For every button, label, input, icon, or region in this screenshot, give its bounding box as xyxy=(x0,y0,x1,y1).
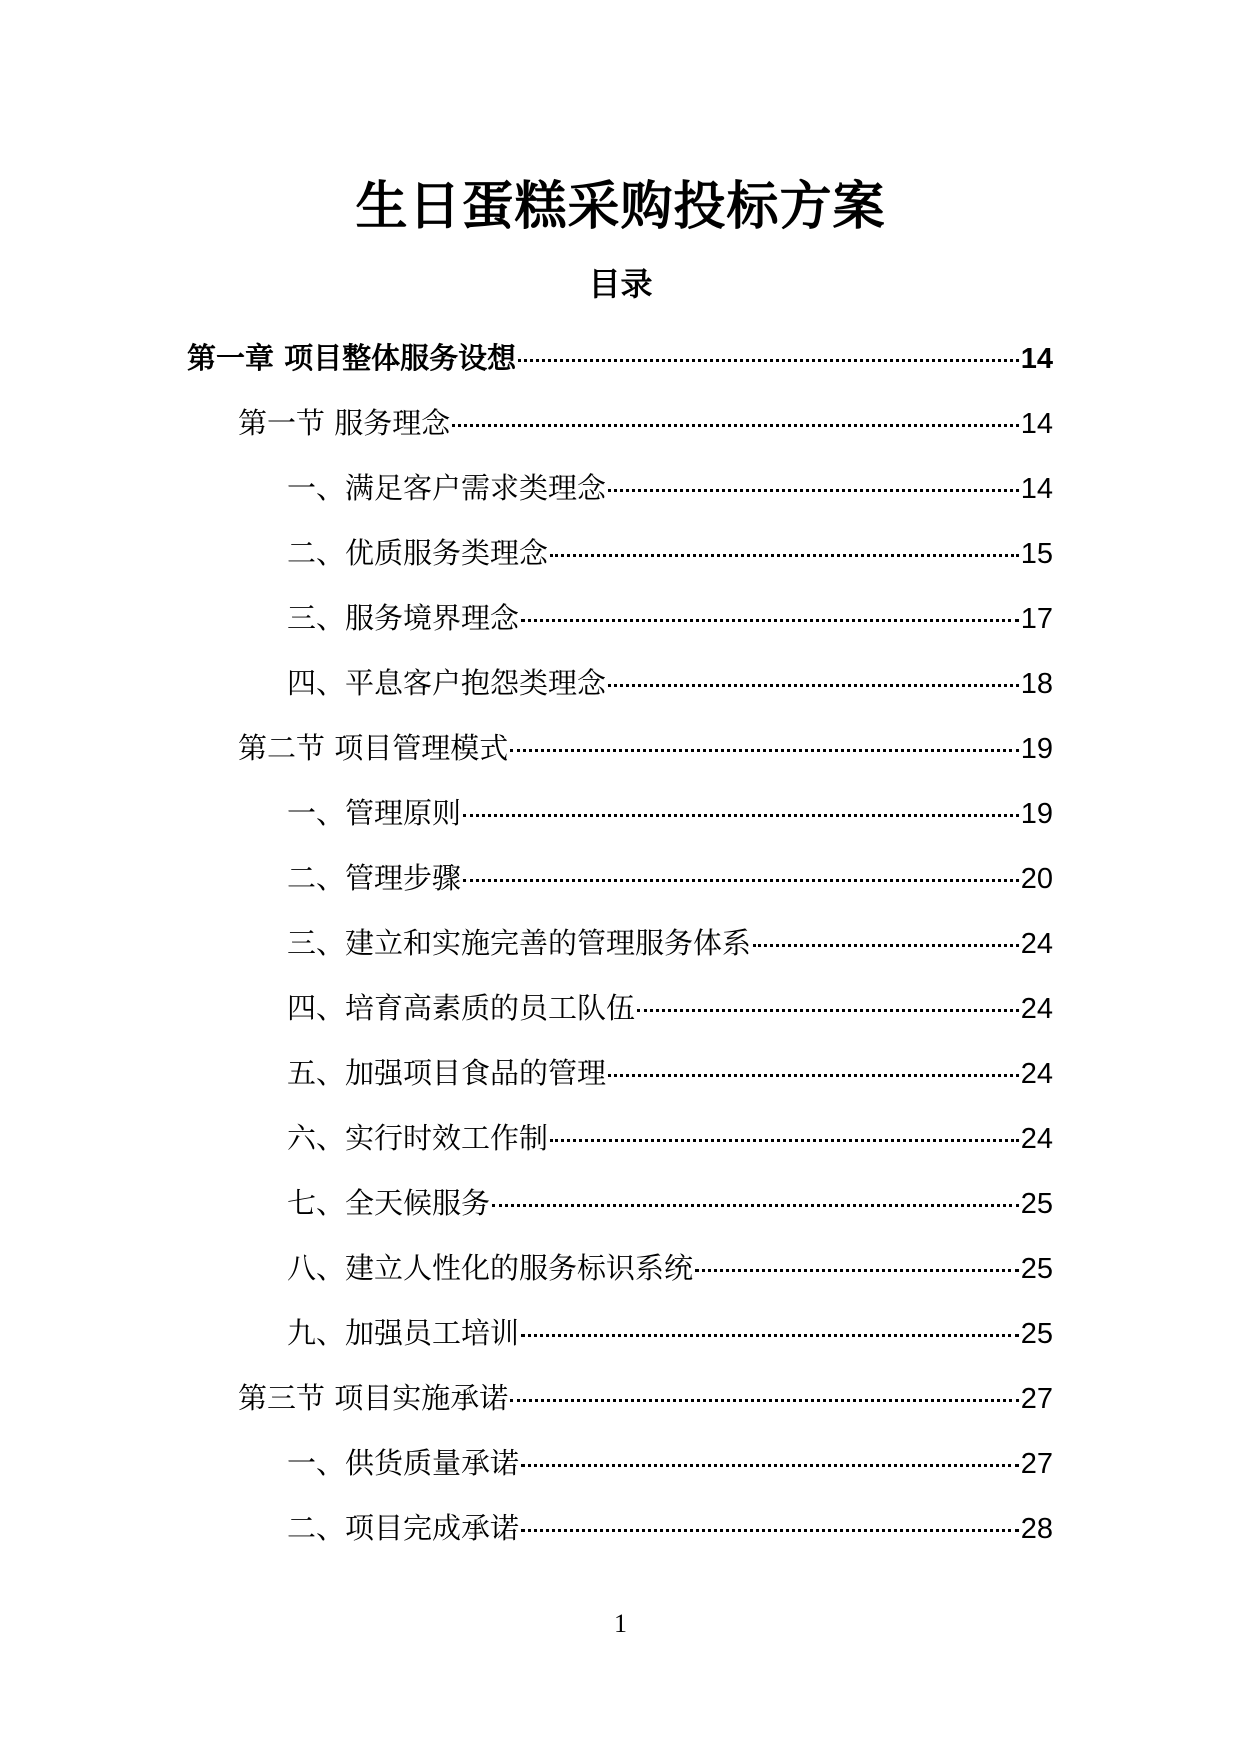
toc-entry-row xyxy=(287,858,1053,899)
toc-entry-title: 一、管理原则 xyxy=(287,796,462,830)
toc-entry-page: 14 xyxy=(1020,343,1053,375)
toc-entry-title: 二、管理步骤 xyxy=(287,861,462,895)
toc-dot-leader xyxy=(753,944,1019,947)
toc-entry-title: 二、项目完成承诺 xyxy=(287,1511,520,1545)
toc-dot-leader xyxy=(550,1139,1019,1142)
toc-entry-page: 27 xyxy=(1020,1383,1053,1415)
toc-subsection-entry[interactable] xyxy=(0,846,1241,911)
toc-entry-page: 19 xyxy=(1020,798,1053,830)
toc-entry-title: 一、供货质量承诺 xyxy=(287,1446,520,1480)
toc-entry-page: 18 xyxy=(1020,668,1053,700)
toc-entry-title: 五、加强项目食品的管理 xyxy=(287,1056,607,1090)
toc-chapter-entry[interactable] xyxy=(0,326,1241,391)
toc-entry-row xyxy=(287,1183,1053,1224)
toc-subsection-entry[interactable] xyxy=(0,1301,1241,1366)
toc-entry-row xyxy=(287,988,1053,1029)
toc-dot-leader xyxy=(521,1464,1019,1467)
toc-entry-title: 三、建立和实施完善的管理服务体系 xyxy=(287,926,752,960)
toc-subsection-entry[interactable] xyxy=(0,586,1241,651)
toc-subsection-entry[interactable] xyxy=(0,1171,1241,1236)
toc-subsection-entry[interactable] xyxy=(0,1236,1241,1301)
toc-entry-title: 第三节 项目实施承诺 xyxy=(238,1381,509,1415)
toc-entry-page: 24 xyxy=(1020,1123,1053,1155)
toc-dot-leader xyxy=(695,1269,1019,1272)
toc-entry-title: 第一章 项目整体服务设想 xyxy=(187,341,517,375)
toc-dot-leader xyxy=(463,879,1019,882)
toc-entry-page: 17 xyxy=(1020,603,1053,635)
toc-entry-row xyxy=(287,533,1053,574)
toc-subsection-entry[interactable] xyxy=(0,976,1241,1041)
toc-dot-leader xyxy=(637,1009,1019,1012)
toc-dot-leader xyxy=(518,359,1019,362)
toc-entry-title: 第二节 项目管理模式 xyxy=(238,731,509,765)
toc-entry-page: 25 xyxy=(1020,1253,1053,1285)
toc-entry-title: 八、建立人性化的服务标识系统 xyxy=(287,1251,694,1285)
toc-heading: 目录 xyxy=(588,265,653,303)
toc-entry-title: 七、全天候服务 xyxy=(287,1186,491,1220)
toc-entry-row xyxy=(238,728,1053,769)
toc-entry-title: 六、实行时效工作制 xyxy=(287,1121,549,1155)
toc-entry-page: 25 xyxy=(1020,1318,1053,1350)
toc-entry-page: 14 xyxy=(1020,473,1053,505)
toc-subsection-entry[interactable] xyxy=(0,911,1241,976)
toc-subsection-entry[interactable] xyxy=(0,1496,1241,1561)
toc-dot-leader xyxy=(521,1529,1019,1532)
toc-dot-leader xyxy=(452,424,1019,427)
toc-entry-row xyxy=(287,1248,1053,1289)
toc-dot-leader xyxy=(608,489,1019,492)
toc-entry-page: 25 xyxy=(1020,1188,1053,1220)
toc-section-entry[interactable] xyxy=(0,391,1241,456)
toc-subsection-entry[interactable] xyxy=(0,1041,1241,1106)
toc-subsection-entry[interactable] xyxy=(0,456,1241,521)
toc-dot-leader xyxy=(463,814,1019,817)
toc-dot-leader xyxy=(608,684,1019,687)
toc-entry-page: 19 xyxy=(1020,733,1053,765)
toc-entry-title: 四、培育高素质的员工队伍 xyxy=(287,991,636,1025)
toc-entry-row xyxy=(238,403,1053,444)
toc-dot-leader xyxy=(510,1399,1019,1402)
toc-entry-row xyxy=(287,663,1053,704)
page-number: 1 xyxy=(614,1609,627,1638)
toc-entry-row xyxy=(287,1313,1053,1354)
toc-entry-page: 20 xyxy=(1020,863,1053,895)
toc-entry-page: 24 xyxy=(1020,1058,1053,1090)
toc-entry-row xyxy=(287,598,1053,639)
toc-section-entry[interactable] xyxy=(0,716,1241,781)
toc-dot-leader xyxy=(608,1074,1019,1077)
toc-entry-title: 一、满足客户需求类理念 xyxy=(287,471,607,505)
toc-entry-row xyxy=(287,1053,1053,1094)
toc-dot-leader xyxy=(510,749,1019,752)
toc-entry-title: 三、服务境界理念 xyxy=(287,601,520,635)
toc-entry-row xyxy=(287,1508,1053,1549)
toc-entry-row xyxy=(287,1443,1053,1484)
toc-subsection-entry[interactable] xyxy=(0,651,1241,716)
toc-dot-leader xyxy=(492,1204,1019,1207)
toc-entry-title: 九、加强员工培训 xyxy=(287,1316,520,1350)
table-of-contents xyxy=(0,326,1241,1561)
toc-dot-leader xyxy=(550,554,1019,557)
toc-entry-row xyxy=(187,338,1053,379)
toc-dot-leader xyxy=(521,1334,1019,1337)
toc-dot-leader xyxy=(521,619,1019,622)
toc-entry-row xyxy=(287,923,1053,964)
toc-entry-row xyxy=(287,1118,1053,1159)
toc-subsection-entry[interactable] xyxy=(0,521,1241,586)
toc-entry-title: 第一节 服务理念 xyxy=(238,406,451,440)
toc-subsection-entry[interactable] xyxy=(0,781,1241,846)
toc-entry-page: 15 xyxy=(1020,538,1053,570)
toc-subsection-entry[interactable] xyxy=(0,1431,1241,1496)
toc-entry-title: 二、优质服务类理念 xyxy=(287,536,549,570)
toc-entry-page: 14 xyxy=(1020,408,1053,440)
toc-entry-title: 四、平息客户抱怨类理念 xyxy=(287,666,607,700)
toc-subsection-entry[interactable] xyxy=(0,1106,1241,1171)
toc-entry-row xyxy=(287,793,1053,834)
toc-entry-page: 24 xyxy=(1020,928,1053,960)
toc-section-entry[interactable] xyxy=(0,1366,1241,1431)
toc-entry-page: 27 xyxy=(1020,1448,1053,1480)
toc-entry-page: 28 xyxy=(1020,1513,1053,1545)
toc-entry-row xyxy=(287,468,1053,509)
toc-entry-row xyxy=(238,1378,1053,1419)
toc-entry-page: 24 xyxy=(1020,993,1053,1025)
document-title: 生日蛋糕采购投标方案 xyxy=(355,177,886,237)
